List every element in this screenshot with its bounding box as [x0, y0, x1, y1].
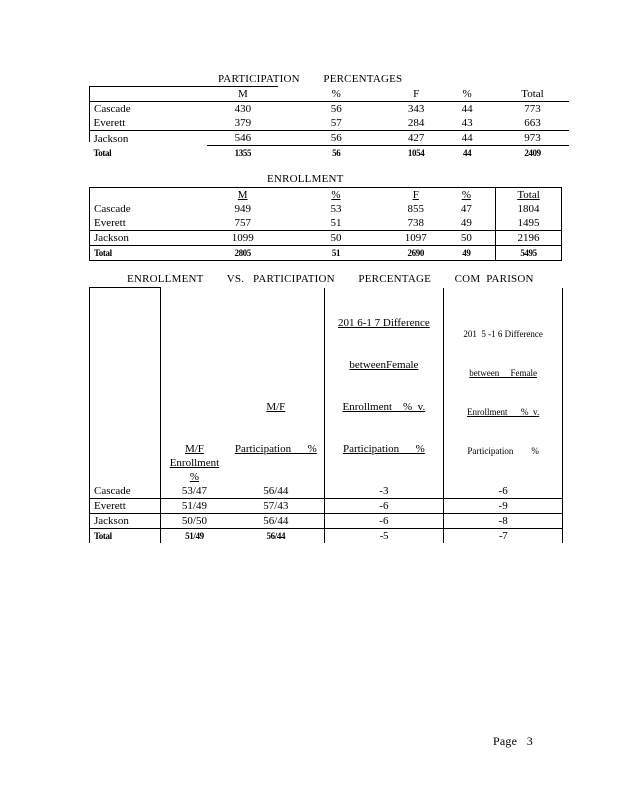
table-row: [90, 231, 562, 246]
table-cell: 50: [330, 232, 342, 244]
header-line: M/F: [266, 400, 286, 413]
table-row: [90, 513, 563, 528]
table-row: [90, 102, 570, 117]
table-cell: 51/49: [160, 528, 228, 543]
table-cell: 5495: [520, 248, 537, 258]
header-line: betweenFemale: [349, 358, 419, 371]
row-label: Jackson: [94, 232, 129, 244]
table-cell: 949: [234, 203, 251, 215]
row-label: Total: [93, 148, 112, 158]
table-cell: -5: [324, 528, 444, 543]
table-cell: 773: [524, 103, 541, 115]
header-line: Enrollment: [169, 456, 220, 469]
table-cell: 427: [394, 131, 438, 146]
table-rule: [89, 86, 90, 142]
table-cell: 44: [462, 148, 472, 158]
header-line: Participation %: [342, 442, 425, 455]
header-line: Enrollment % v.: [342, 400, 426, 413]
table-total-row: [90, 246, 562, 261]
table-cell: 2196: [517, 232, 540, 244]
header-cell: %: [331, 88, 341, 100]
header-cell: %: [331, 189, 341, 201]
header-cell: Total: [517, 189, 540, 201]
table-cell: 53/47: [160, 484, 228, 499]
table-cell: 50/50: [160, 513, 228, 528]
row-label: Everett: [93, 117, 126, 129]
row-label: Everett: [94, 217, 126, 229]
row-label: Cascade: [94, 203, 131, 215]
header-cell: [228, 288, 324, 484]
table-cell: 49: [438, 246, 496, 261]
table-total-row: [90, 146, 570, 161]
table-cell: 2409: [524, 148, 541, 158]
table-row: [90, 216, 562, 231]
header-cell: [324, 288, 444, 484]
header-line: Participation %: [467, 445, 539, 456]
header-line: M/F: [184, 442, 204, 455]
table-cell: 56: [332, 148, 341, 158]
enrollment-caption: ENROLLMENT: [267, 173, 344, 185]
header-line: Participation %: [234, 442, 317, 455]
table-row: [90, 202, 562, 216]
table-cell: 56/44: [228, 513, 324, 528]
header-cell: M: [237, 189, 248, 201]
table-cell: -6: [324, 498, 444, 513]
table-cell: 546: [207, 131, 278, 146]
participation-table: [89, 86, 569, 160]
table-cell: 343: [407, 103, 425, 115]
table-row: [90, 116, 570, 131]
header-line: 201 5 -1 6 Difference: [463, 328, 543, 339]
table-cell: -7: [444, 528, 563, 543]
header-cell: M: [207, 87, 278, 102]
table-cell: 1054: [407, 148, 425, 158]
table-cell: 855: [407, 203, 424, 215]
row-label: Total: [90, 528, 161, 543]
table-cell: -6: [324, 513, 444, 528]
header-cell: F: [413, 88, 420, 100]
header-cell: [444, 288, 563, 484]
table-cell: 738: [407, 217, 424, 229]
table-cell: 44: [438, 131, 496, 146]
header-line: between Female: [469, 367, 537, 378]
table-cell: 53: [330, 203, 342, 215]
table-cell: -3: [324, 484, 444, 499]
page-number: Page 3: [493, 734, 533, 748]
table-cell: 49: [438, 216, 496, 231]
table-cell: 44: [461, 103, 473, 115]
table-cell: 973: [496, 131, 569, 146]
header-line: Enrollment % v.: [467, 406, 540, 417]
table-cell: 284: [407, 117, 425, 129]
row-label: Total: [94, 248, 112, 258]
table-header-row: [90, 188, 562, 203]
table-cell: -9: [444, 498, 563, 513]
table-cell: 430: [234, 103, 252, 115]
table-cell: -6: [444, 484, 563, 499]
table-row: [90, 131, 570, 146]
table-cell: 56: [278, 131, 394, 146]
comparison-caption: ENROLLMENT VS. PARTICIPATION PERCENTAGE COM PARISON: [127, 273, 534, 285]
table-cell: 51: [330, 217, 342, 229]
row-label: Cascade: [90, 484, 161, 499]
header-cell: F: [412, 189, 419, 201]
header-cell: %: [438, 188, 496, 203]
table-header-row: [90, 87, 570, 102]
table-cell: 1097: [404, 232, 427, 244]
table-cell: 1099: [231, 232, 254, 244]
table-cell: -8: [444, 513, 563, 528]
row-label: Jackson: [90, 513, 161, 528]
table-cell: 56: [330, 103, 342, 115]
participation-caption: PARTICIPATION PERCENTAGES: [218, 73, 403, 85]
table-cell: 2690: [407, 248, 424, 258]
header-cell: %: [462, 88, 472, 100]
header-cell: Total: [521, 88, 544, 100]
header-line: 201 6-1 7 Difference: [338, 316, 430, 329]
table-cell: 1355: [234, 148, 252, 158]
table-cell: 43: [461, 117, 473, 129]
row-label: Cascade: [94, 103, 131, 115]
table-cell: 1804: [517, 203, 540, 215]
table-cell: 757: [234, 217, 251, 229]
table-cell: 56/44: [266, 530, 286, 541]
table-cell: 50: [438, 231, 496, 246]
row-label: Everett: [90, 498, 161, 513]
table-cell: 47: [438, 202, 496, 216]
header-line: %: [189, 470, 200, 483]
table-cell: 2805: [234, 248, 251, 258]
table-cell: 57: [330, 117, 342, 129]
table-cell: 57/43: [228, 498, 324, 513]
table-cell: 51/49: [160, 498, 228, 513]
header-cell: [90, 87, 208, 102]
header-cell: [90, 288, 161, 484]
header-cell: [160, 288, 228, 484]
table-cell: 379: [234, 117, 252, 129]
table-header-row: [90, 288, 563, 484]
header-cell: [90, 188, 208, 203]
comparison-table: [89, 287, 563, 543]
table-cell: 56/44: [263, 484, 289, 497]
table-cell: 663: [524, 117, 541, 129]
row-label: Jackson: [93, 132, 129, 145]
table-cell: 1495: [517, 217, 540, 229]
enrollment-table: [89, 187, 562, 261]
table-total-row: [90, 528, 563, 543]
table-cell: 51: [331, 248, 341, 258]
table-row: [90, 484, 563, 499]
table-row: [90, 498, 563, 513]
